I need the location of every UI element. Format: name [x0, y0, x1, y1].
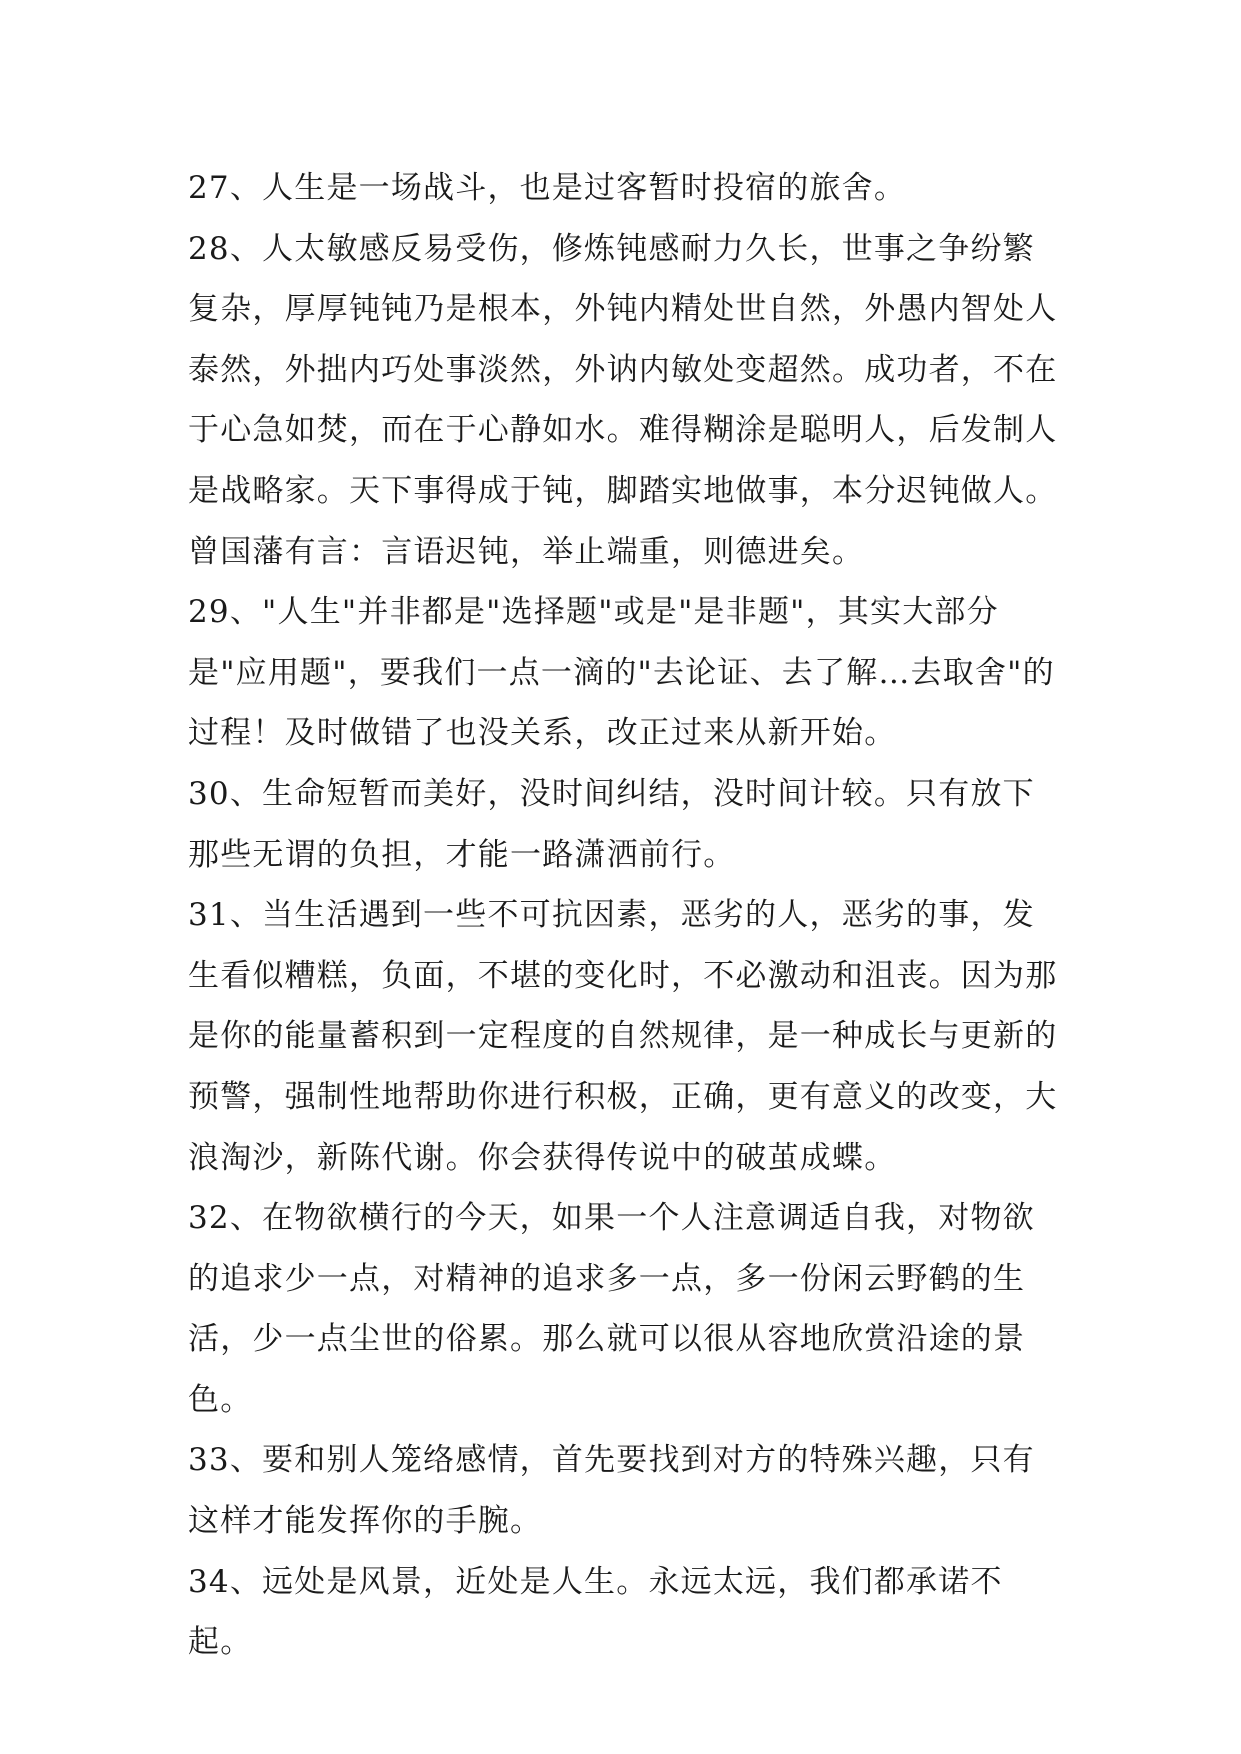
paragraph-34: 34、远处是风景，近处是人生。永远太远，我们都承诺不起。 [188, 1563, 1003, 1661]
paragraph-27: 27、人生是一场战斗，也是过客暂时投宿的旅舍。 [188, 170, 907, 206]
paragraph-28: 28、人太敏感反易受伤，修炼钝感耐力久长，世事之争纷繁复杂，厚厚钝钝乃是根本，外钝内精处世自然，外愚内智处人泰然，外拙内巧处事淡然，外讷内敏处变超然。成功者，不在于心急如焚，而在于心静如水。难得糊涂是聪明人，后发制人是战略家。天下事得成于钝，脚踏实地做事，本分迟钝做人。曾国藩有言：言语迟钝，举止端重，则德进矣。 [188, 230, 1058, 570]
paragraph-30: 30、生命短暂而美好，没时间纠结，没时间计较。只有放下那些无谓的负担，才能一路潇洒前行。 [188, 775, 1035, 873]
paragraph-32: 32、在物欲横行的今天，如果一个人注意调适自我，对物欲的追求少一点，对精神的追求多一点，多一份闲云野鹤的生活，少一点尘世的俗累。那么就可以很从容地欣赏沿途的景色。 [188, 1200, 1035, 1418]
paragraph-31: 31、当生活遇到一些不可抗因素，恶劣的人，恶劣的事，发生看似糟糕，负面，不堪的变化时，不必激动和沮丧。因为那是你的能量蓄积到一定程度的自然规律，是一种成长与更新的预警，强制性地帮助你进行积极，正确，更有意义的改变，大浪淘沙，新陈代谢。你会获得传说中的破茧成蝶。 [188, 897, 1058, 1176]
document-body [188, 158, 1058, 1673]
paragraph-33: 33、要和别人笼络感情，首先要找到对方的特殊兴趣，只有这样才能发挥你的手腕。 [188, 1442, 1035, 1540]
paragraph-29: 29、"人生"并非都是"选择题"或是"是非题"，其实大部分是"应用题"，要我们一点一滴的"去论证、去了解…去取舍"的过程！及时做错了也没关系，改正过来从新开始。 [188, 594, 1055, 752]
